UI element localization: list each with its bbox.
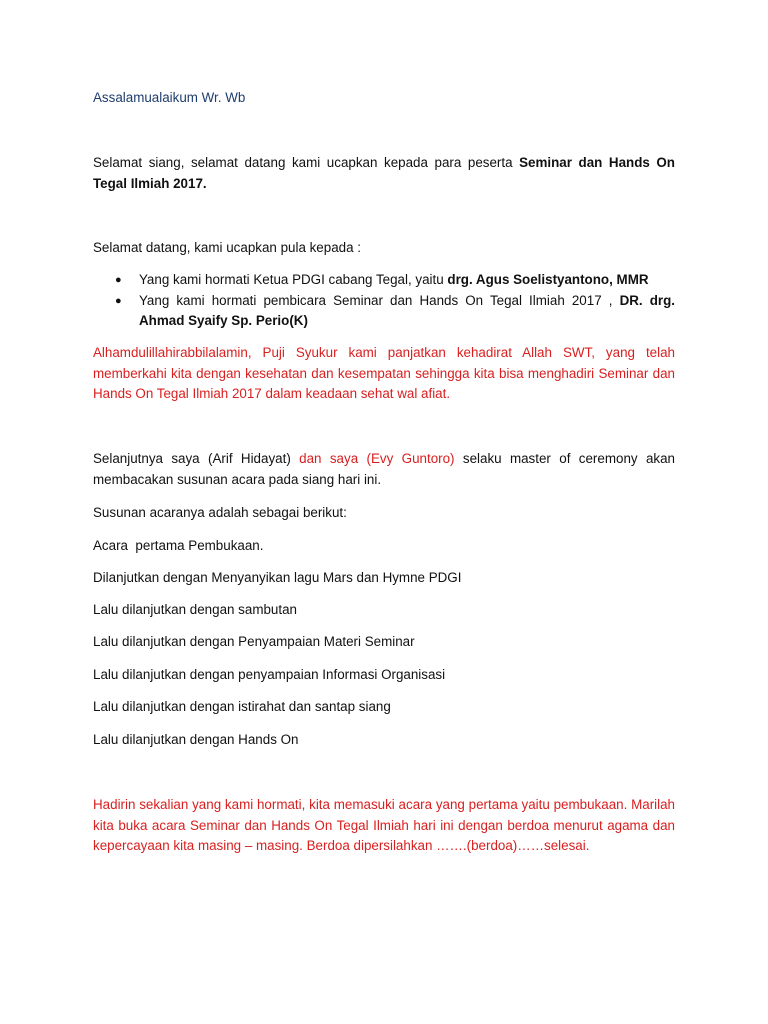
mc-text-red: dan saya (Evy Guntoro) (299, 451, 455, 466)
agenda-item: Lalu dilanjutkan dengan sambutan (93, 602, 297, 617)
agenda-item: Lalu dilanjutkan dengan Hands On (93, 732, 299, 747)
list-item (93, 270, 675, 291)
agenda-item: Dilanjutkan dengan Menyanyikan lagu Mars dan Hymne PDGI (93, 570, 462, 585)
agenda-item: Lalu dilanjutkan dengan istirahat dan santap siang (93, 699, 391, 714)
list-item-text: Yang kami hormati pembicara Seminar dan Hands On Tegal Ilmiah 2017 , (139, 292, 620, 308)
agenda-item: Acara pertama Pembukaan. (93, 538, 264, 553)
gratitude-paragraph: Alhamdulillahirabbilalamin, Puji Syukur kami panjatkan kehadirat Allah SWT, yang telah memberkahi kita dengan kesehatan dan kesempatan sehingga kita bisa menghadiri Seminar dan Hands On Tegal Ilmiah 2017 dalam keadaan sehat wal afiat. (93, 345, 675, 401)
mc-paragraph (93, 449, 675, 490)
bullet-icon: ● (115, 294, 122, 307)
agenda-intro: Susunan acaranya adalah sebagai berikut: (93, 505, 347, 520)
honored-guests-list (93, 270, 675, 332)
agenda-item: Lalu dilanjutkan dengan Penyampaian Materi Seminar (93, 634, 415, 649)
mc-text-1: Selanjutnya saya (Arif Hidayat) (93, 451, 300, 466)
closing-paragraph: Hadirin sekalian yang kami hormati, kita memasuki acara yang pertama yaitu pembukaan. Marilah kita buka acara Seminar dan Hands On Tegal Ilmiah hari ini dengan berdoa menurut agama dan kepercayaan kita masing – masing. Berdoa dipersilahkan …….(berdoa)……selesai. (93, 797, 675, 853)
intro-paragraph (93, 153, 675, 194)
list-item (93, 291, 675, 332)
list-item-name: drg. Agus Soelistyantono, MMR (447, 272, 649, 287)
welcome-line: Selamat datang, kami ucapkan pula kepada : (93, 240, 361, 255)
list-item-name: DR. drg. Ahmad Syaify Sp. Perio(K) (139, 292, 676, 328)
intro-event-name: Seminar dan Hands On Tegal Ilmiah 2017. (93, 155, 675, 191)
intro-text: Selamat siang, selamat datang kami ucapkan kepada para peserta (93, 155, 520, 170)
mc-text-2: selaku master of ceremony akan membacakan susunan acara pada siang hari ini. (93, 451, 675, 487)
greeting-heading: Assalamualaikum Wr. Wb (93, 90, 246, 105)
bullet-icon: ● (115, 274, 122, 286)
list-item-text: Yang kami hormati Ketua PDGI cabang Tegal, yaitu (139, 272, 448, 287)
agenda-item: Lalu dilanjutkan dengan penyampaian Informasi Organisasi (93, 667, 446, 682)
